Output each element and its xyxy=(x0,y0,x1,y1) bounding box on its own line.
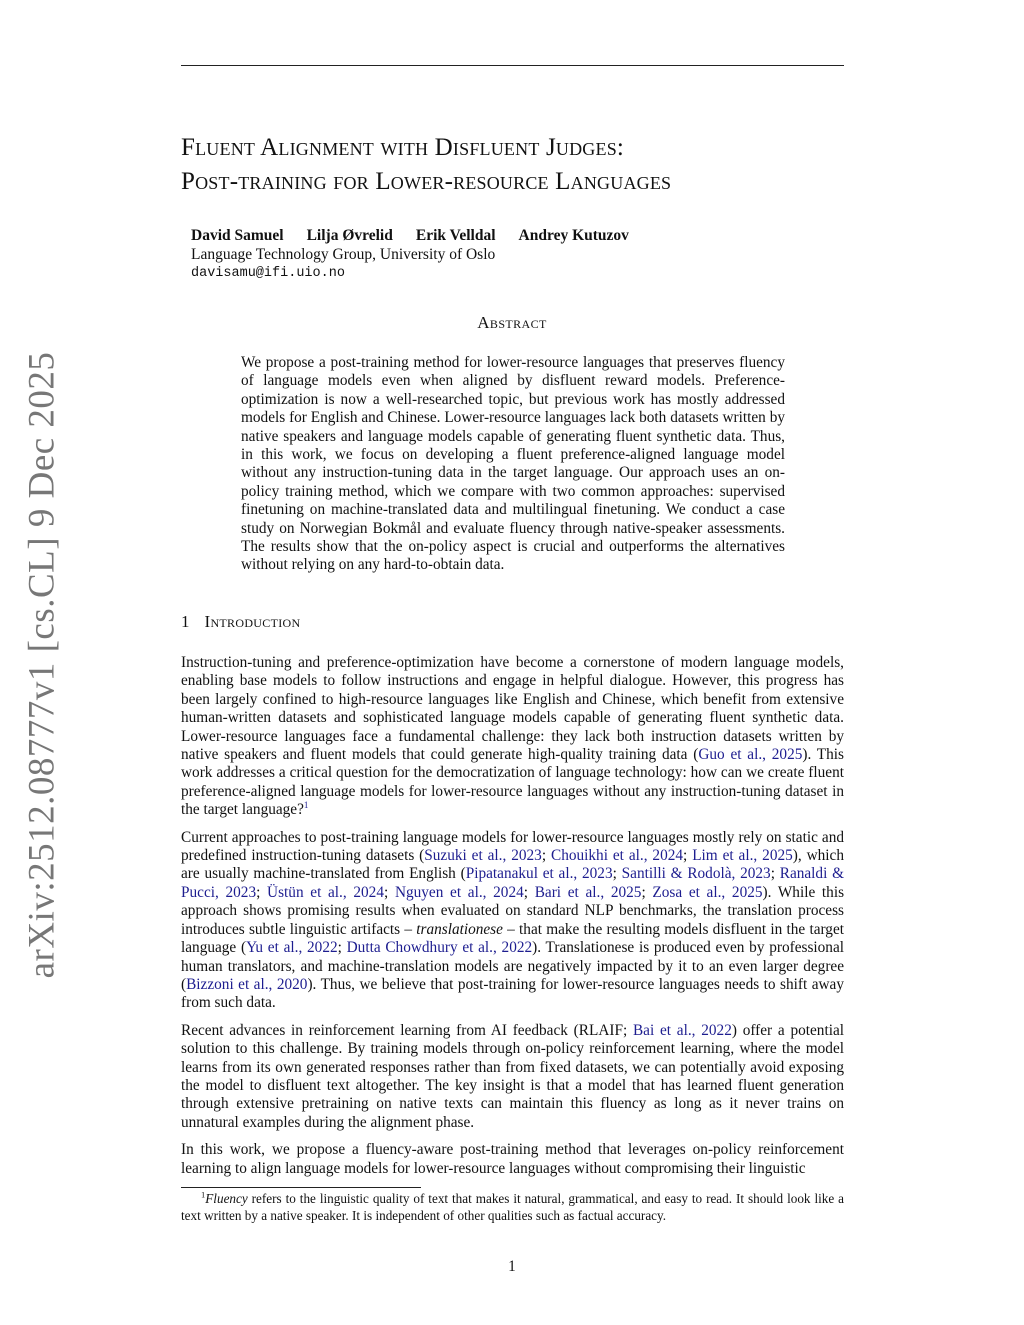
author-name: Erik Velldal xyxy=(415,227,496,244)
citation-separator: ; xyxy=(523,883,535,901)
title-line-2: Post-training for Lower-resource Languages xyxy=(181,168,672,195)
author-block xyxy=(191,226,652,283)
citation-link[interactable]: Santilli & Rodolà, 2023 xyxy=(621,865,771,883)
paragraph xyxy=(181,829,844,1013)
paragraph-text: Recent advances in reinforcement learning from AI feedback (RLAIF; xyxy=(181,1021,633,1039)
citation-separator: ; xyxy=(770,865,780,883)
author-name: David Samuel xyxy=(191,227,284,244)
author-name: Lilja Øvrelid xyxy=(306,227,393,244)
author-name: Andrey Kutuzov xyxy=(518,227,629,244)
citation-separator: ; xyxy=(612,865,622,883)
top-rule xyxy=(181,65,844,66)
footnote-mark: 1 xyxy=(201,1189,206,1200)
footnote-term: Fluency xyxy=(205,1191,248,1206)
citation-separator: ; xyxy=(256,883,268,901)
citation-separator: ; xyxy=(383,883,395,901)
citation-link[interactable]: Pipatanakul et al., 2023 xyxy=(465,865,613,883)
paper-title xyxy=(181,131,861,199)
paragraph-text: ) offer a potential solution to this challenge. By training models through on-policy reinforcement learning, where the model learns from its own generated responses rather than from fixed datasets, we can potentially avoid exposing the model to disfluent text altogether. The key insight is that a model that has learned fluent generation through extensive pretraining on native texts can maintain this fluency as long as it never trains on unnatural examples during the alignment phase. xyxy=(181,1021,844,1131)
citation-link[interactable]: Bai et al., 2022 xyxy=(632,1021,732,1039)
citation-link[interactable]: Guo et al., 2025 xyxy=(698,746,803,764)
paragraph-text: ). While this approach shows promising results when evaluated on standard NLP benchmarks, the translation process introduces subtle linguistic artifacts – xyxy=(181,883,845,938)
author-email: davisamu@ifi.uio.no xyxy=(191,266,345,281)
paragraph-text: ). Thus, we believe that post-training for lower-resource languages needs to shift away from such data. xyxy=(181,975,844,1012)
citation-link[interactable]: Dutta Chowdhury et al., 2022 xyxy=(346,939,533,957)
paragraph-text: Instruction-tuning and preference-optimization have become a cornerstone of modern language models, enabling base models to follow instructions and engage in helpful dialogue. However, this progress has been largely confined to high-resource languages like English and Chinese, which benefit from extensive human-written datasets and sophisticated language models capable of generating fluent synthetic data. Lower-resource languages face a fundamental challenge: they lack both instruction datasets written by native speakers and fluent models that could generate high-quality training data ( xyxy=(181,654,844,764)
abstract-text: We propose a post-training method for lower-resource languages that preserves fluency of language models even when aligned by disfluent reward models. Preference-optimization is now a well-researched topic, but previous work has mostly addressed models for English and Chinese. Lower-resource languages lack both datasets written by native speakers and language models capable of generating fluent synthetic data. Thus, in this work, we focus on developing a fluent preference-aligned language model without any instruction-tuning data in the target language. Our approach uses an on-policy training method, which we compare with two common approaches: supervised finetuning on machine-translated data and multilingual finetuning. We conduct a case study on Norwegian Bokmål and evaluate fluency through native-speaker assessments. The results show that the on-policy aspect is crucial and outperforms the alternatives without relying on any hard-to-obtain data. xyxy=(241,354,785,574)
citation-link[interactable]: Suzuki et al., 2023 xyxy=(424,847,542,865)
citation-link[interactable]: Lim et al., 2025 xyxy=(692,847,793,865)
paragraph xyxy=(181,1022,844,1132)
footnote-text: refers to the linguistic quality of text that makes it natural, grammatical, and easy to read. It should look like a text written by a native speaker. It is independent of other qualities such as factual accuracy. xyxy=(181,1191,844,1224)
paragraph-text: ), which are usually machine-translated from English ( xyxy=(181,847,844,883)
arxiv-identifier-stamp: arXiv:2512.08777v1 [cs.CL] 9 Dec 2025 xyxy=(21,351,63,979)
paragraph-text: ). Translationese is produced even by professional human translators, and machine-translation models are negatively impacted by it to an even larger degree ( xyxy=(181,939,844,993)
introduction-body xyxy=(181,654,844,1187)
title-line-1: Fluent Alignment with Disfluent Judges: xyxy=(181,134,625,161)
paragraph-text: Current approaches to post-training language models for lower-resource languages mostly rely on static and predefined instruction-tuning datasets ( xyxy=(181,828,844,865)
footnote-marker[interactable]: 1 xyxy=(303,800,309,811)
citation-link[interactable]: Ranaldi & Pucci, 2023 xyxy=(181,865,845,901)
citation-separator: ; xyxy=(337,939,347,957)
footnote-rule xyxy=(181,1187,421,1188)
affiliation: Language Technology Group, University of Oslo xyxy=(191,246,496,263)
abstract-heading: Abstract xyxy=(477,313,547,332)
paragraph: In this work, we propose a fluency-aware post-training method that leverages on-policy reinforcement learning to align language models for lower-resource languages without compromising their linguistic xyxy=(181,1141,844,1177)
citation-link[interactable]: Bizzoni et al., 2020 xyxy=(186,975,308,993)
citation-link[interactable]: Nguyen et al., 2024 xyxy=(394,883,524,901)
citation-separator: ; xyxy=(541,847,552,865)
emphasized-term: translationese xyxy=(416,920,503,938)
paragraph-text: – that make the resulting models disfluent in the target language ( xyxy=(181,920,844,957)
section-number: 1 xyxy=(181,612,190,631)
citation-separator: ; xyxy=(641,883,653,901)
citation-link[interactable]: Zosa et al., 2025 xyxy=(652,883,763,901)
paragraph xyxy=(181,654,844,820)
citation-link[interactable]: Üstün et al., 2024 xyxy=(267,883,384,901)
footnote xyxy=(181,1190,844,1225)
section-title: Introduction xyxy=(204,612,301,631)
paragraph-text: ). This work addresses a critical question for the democratization of language technology: how can we create fluent preference-aligned language models for lower-resource languages without any instruction-tuning dataset in the target language? xyxy=(181,746,845,819)
page-number: 1 xyxy=(508,1258,516,1275)
section-heading-introduction xyxy=(181,612,300,632)
citation-link[interactable]: Chouikhi et al., 2024 xyxy=(551,847,684,865)
citation-separator: ; xyxy=(683,847,693,865)
citation-link[interactable]: Bari et al., 2025 xyxy=(534,883,642,901)
author-names xyxy=(191,226,652,245)
citation-link[interactable]: Yu et al., 2022 xyxy=(246,939,338,957)
